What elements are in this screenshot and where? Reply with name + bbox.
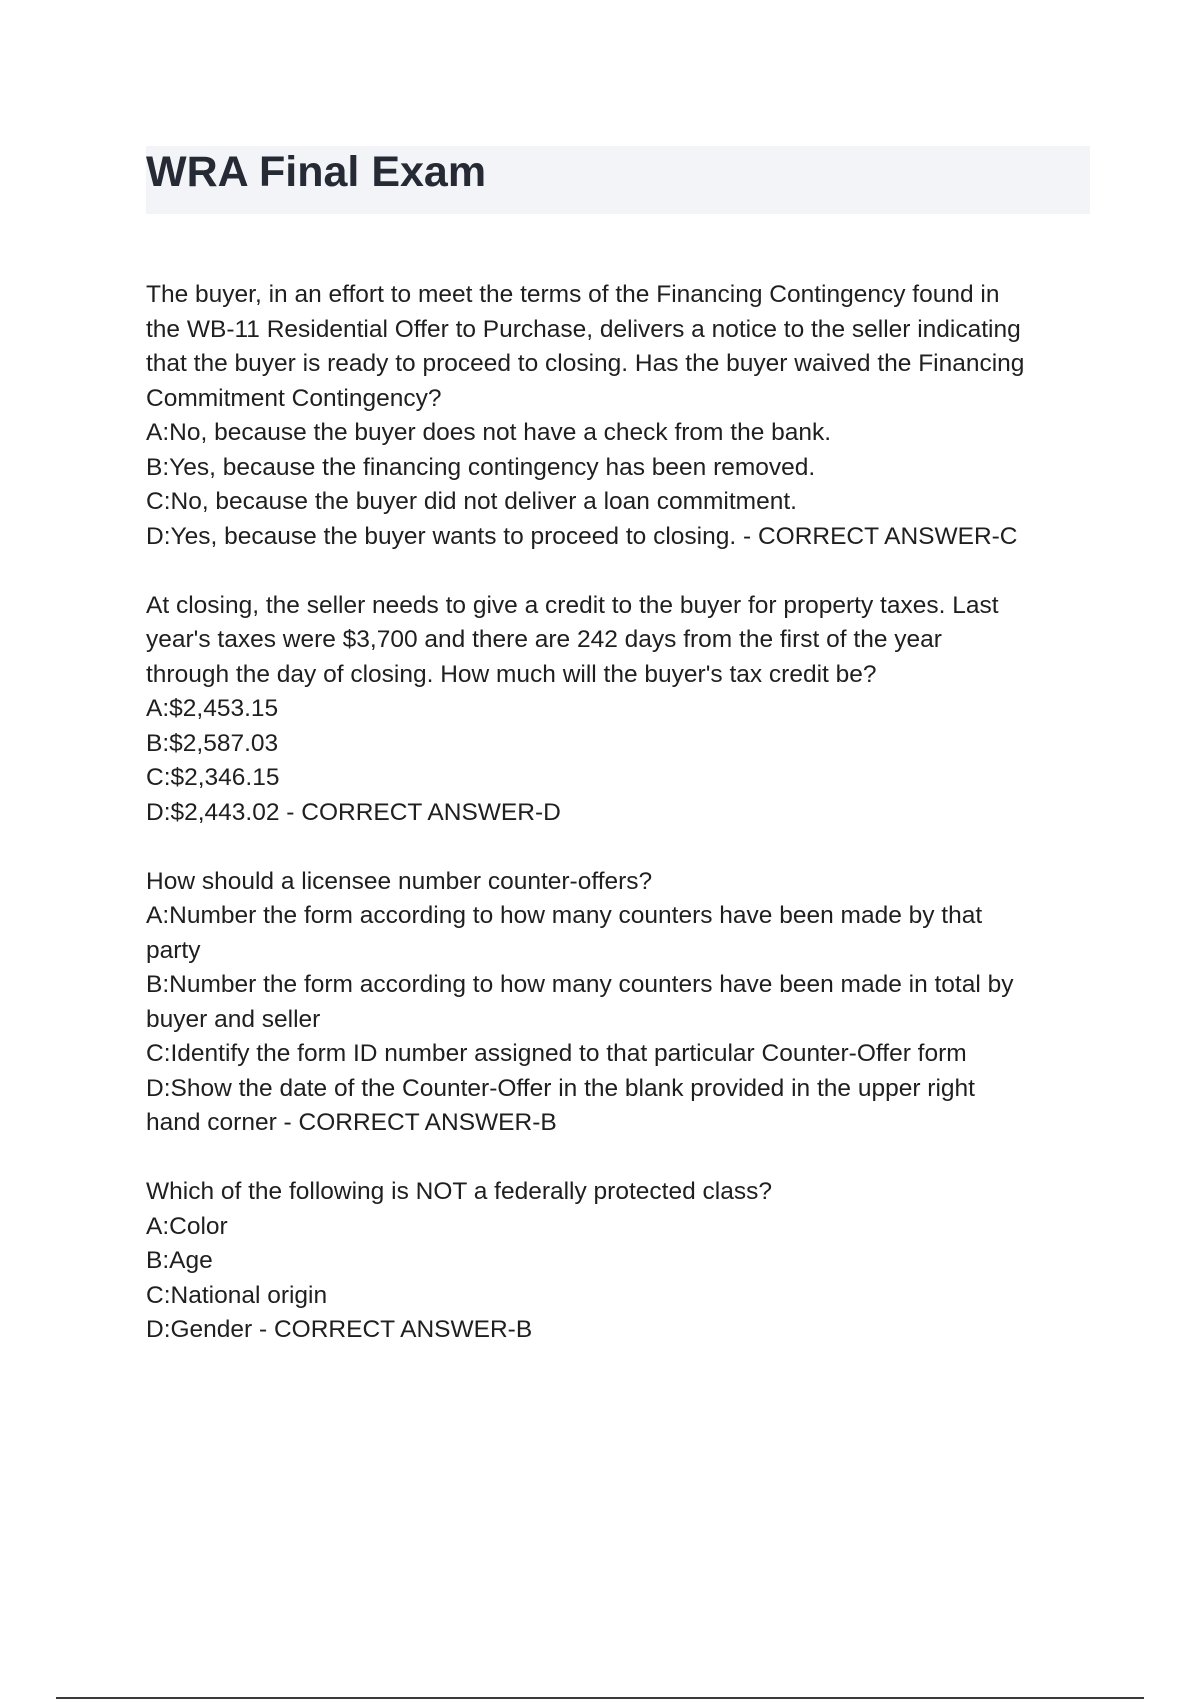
answer-option: party <box>146 936 201 964</box>
answer-option: B:Age <box>146 1247 213 1274</box>
answer-option: B:Number the form according to how many counters have been made in total by <box>146 971 1014 998</box>
answer-option-with-correct-answer: hand corner - CORRECT ANSWER-B <box>146 1109 557 1136</box>
question-text-line: Which of the following is NOT a federally protected class? <box>146 1178 772 1205</box>
question-text-line: The buyer, in an effort to meet the terms of the Financing Contingency found in <box>146 281 1000 308</box>
answer-option: A:Color <box>146 1212 228 1240</box>
answer-option: C:Identify the form ID number assigned to that particular Counter-Offer form <box>146 1040 967 1067</box>
answer-option: C:National origin <box>146 1281 328 1309</box>
question-block <box>146 278 1096 554</box>
questions-list <box>146 278 1096 1382</box>
question-block <box>146 1175 1096 1348</box>
question-block <box>146 865 1096 1141</box>
answer-option: C:No, because the buyer did not deliver a loan commitment. <box>146 488 797 515</box>
page-title: WRA Final Exam <box>146 148 487 196</box>
answer-option: A:$2,453.15 <box>146 695 279 722</box>
question-text-line: the WB-11 Residential Offer to Purchase, delivers a notice to the seller indicating <box>146 315 1021 343</box>
question-block <box>146 589 1096 831</box>
answer-option: B:Yes, because the financing contingency has been removed. <box>146 453 816 481</box>
question-text-line: How should a licensee number counter-offers? <box>146 867 653 895</box>
footer-divider <box>56 1697 1144 1699</box>
answer-option-with-correct-answer: D:$2,443.02 - CORRECT ANSWER-D <box>146 798 561 826</box>
question-text-line: year's taxes were $3,700 and there are 242 days from the first of the year <box>146 626 942 653</box>
answer-option: D:Show the date of the Counter-Offer in the blank provided in the upper right <box>146 1074 975 1102</box>
answer-option: A:Number the form according to how many counters have been made by that <box>146 902 983 929</box>
answer-option: C:$2,346.15 <box>146 764 280 791</box>
question-text-line: through the day of closing. How much will the buyer's tax credit be? <box>146 660 877 688</box>
question-text-line: that the buyer is ready to proceed to closing. Has the buyer waived the Financing <box>146 350 1025 377</box>
answer-option: B:$2,587.03 <box>146 729 279 757</box>
question-text-line: At closing, the seller needs to give a credit to the buyer for property taxes. Last <box>146 591 999 619</box>
question-text-line: Commitment Contingency? <box>146 384 442 412</box>
answer-option-with-correct-answer: D:Yes, because the buyer wants to proceed to closing. - CORRECT ANSWER-C <box>146 522 1018 550</box>
answer-option: buyer and seller <box>146 1005 321 1033</box>
title-bar <box>146 146 1090 214</box>
answer-option: A:No, because the buyer does not have a check from the bank. <box>146 419 832 446</box>
answer-option-with-correct-answer: D:Gender - CORRECT ANSWER-B <box>146 1316 533 1343</box>
